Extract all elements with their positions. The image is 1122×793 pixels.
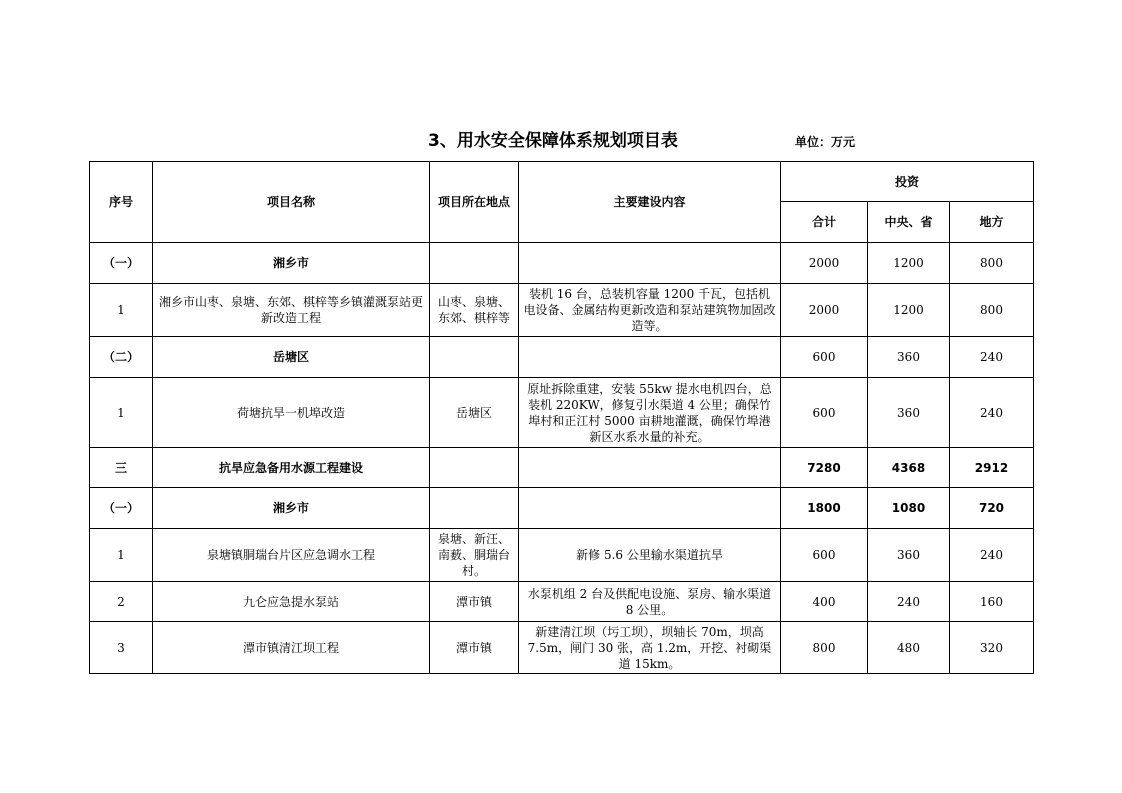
cell-content <box>519 243 781 284</box>
cell-seq: 1 <box>90 284 153 337</box>
cell-local: 800 <box>950 243 1034 284</box>
cell-total: 600 <box>781 337 868 378</box>
header-seq: 序号 <box>90 162 153 243</box>
cell-total: 2000 <box>781 284 868 337</box>
cell-name: 潭市镇清江坝工程 <box>153 622 430 674</box>
cell-name: 湘乡市山枣、泉塘、东郊、棋梓等乡镇灌溉泵站更新改造工程 <box>153 284 430 337</box>
project-table <box>89 161 1034 674</box>
table-row <box>90 622 1034 674</box>
header-row <box>90 162 1034 202</box>
cell-local: 320 <box>950 622 1034 674</box>
header-location: 项目所在地点 <box>430 162 519 243</box>
header-central: 中央、省 <box>868 202 950 243</box>
cell-name: 荷塘抗旱一机埠改造 <box>153 378 430 448</box>
cell-location <box>430 337 519 378</box>
cell-name: 泉塘镇胴瑞台片区应急调水工程 <box>153 529 430 582</box>
cell-central: 240 <box>868 582 950 622</box>
cell-local: 240 <box>950 529 1034 582</box>
cell-location <box>430 243 519 284</box>
cell-central: 480 <box>868 622 950 674</box>
cell-central: 4368 <box>868 448 950 488</box>
cell-content: 原址拆除重建，安装 55kw 提水电机四台，总装机 220KW，修复引水渠道 4 公里；确保竹埠村和正江村 5000 亩耕地灌溉，确保竹埠港新区水系水量的补充。 <box>519 378 781 448</box>
cell-seq: 三 <box>90 448 153 488</box>
header-local: 地方 <box>950 202 1034 243</box>
cell-central: 1200 <box>868 284 950 337</box>
cell-content: 水泵机组 2 台及供配电设施、泵房、输水渠道 8 公里。 <box>519 582 781 622</box>
cell-content <box>519 448 781 488</box>
table-row <box>90 337 1034 378</box>
cell-central: 360 <box>868 337 950 378</box>
cell-seq: 3 <box>90 622 153 674</box>
cell-location: 潭市镇 <box>430 622 519 674</box>
table-row <box>90 488 1034 529</box>
cell-content <box>519 337 781 378</box>
page-title <box>0 128 1122 154</box>
cell-local: 2912 <box>950 448 1034 488</box>
cell-seq: （二） <box>90 337 153 378</box>
cell-seq: 2 <box>90 582 153 622</box>
cell-local: 800 <box>950 284 1034 337</box>
cell-location: 山枣、泉塘、东郊、棋梓等 <box>430 284 519 337</box>
cell-name: 抗旱应急备用水源工程建设 <box>153 448 430 488</box>
table-row <box>90 529 1034 582</box>
table-row <box>90 243 1034 284</box>
cell-seq: （一） <box>90 243 153 284</box>
cell-local: 720 <box>950 488 1034 529</box>
cell-central: 360 <box>868 378 950 448</box>
header-total: 合计 <box>781 202 868 243</box>
cell-central: 1080 <box>868 488 950 529</box>
cell-local: 240 <box>950 378 1034 448</box>
cell-seq: 1 <box>90 529 153 582</box>
cell-total: 600 <box>781 378 868 448</box>
cell-name: 湘乡市 <box>153 488 430 529</box>
cell-location: 岳塘区 <box>430 378 519 448</box>
cell-name: 湘乡市 <box>153 243 430 284</box>
header-content: 主要建设内容 <box>519 162 781 243</box>
cell-name: 岳塘区 <box>153 337 430 378</box>
cell-name: 九仑应急提水泵站 <box>153 582 430 622</box>
cell-total: 7280 <box>781 448 868 488</box>
cell-total: 2000 <box>781 243 868 284</box>
cell-location <box>430 488 519 529</box>
cell-central: 360 <box>868 529 950 582</box>
cell-total: 1800 <box>781 488 868 529</box>
cell-content <box>519 488 781 529</box>
cell-content: 新修 5.6 公里输水渠道抗旱 <box>519 529 781 582</box>
cell-content: 装机 16 台，总装机容量 1200 千瓦，包括机电设备、金属结构更新改造和泵站建筑物加固改造等。 <box>519 284 781 337</box>
cell-seq: （一） <box>90 488 153 529</box>
cell-local: 160 <box>950 582 1034 622</box>
table-row <box>90 378 1034 448</box>
table-row <box>90 582 1034 622</box>
table-title: 3、用水安全保障体系规划项目表 <box>428 131 678 151</box>
unit-label: 单位：万元 <box>795 135 856 149</box>
header-investment: 投资 <box>781 162 1034 202</box>
cell-central: 1200 <box>868 243 950 284</box>
cell-location <box>430 448 519 488</box>
cell-total: 400 <box>781 582 868 622</box>
cell-seq: 1 <box>90 378 153 448</box>
cell-total: 600 <box>781 529 868 582</box>
table-row <box>90 284 1034 337</box>
cell-content: 新建清江坝（圬工坝），坝轴长 70m，坝高 7.5m，闸门 30 张，高 1.2m，开挖、衬砌渠道 15km。 <box>519 622 781 674</box>
cell-location: 泉塘、新汪、南薮、胴瑞台村。 <box>430 529 519 582</box>
cell-location: 潭市镇 <box>430 582 519 622</box>
cell-total: 800 <box>781 622 868 674</box>
cell-local: 240 <box>950 337 1034 378</box>
table-row <box>90 448 1034 488</box>
header-name: 项目名称 <box>153 162 430 243</box>
